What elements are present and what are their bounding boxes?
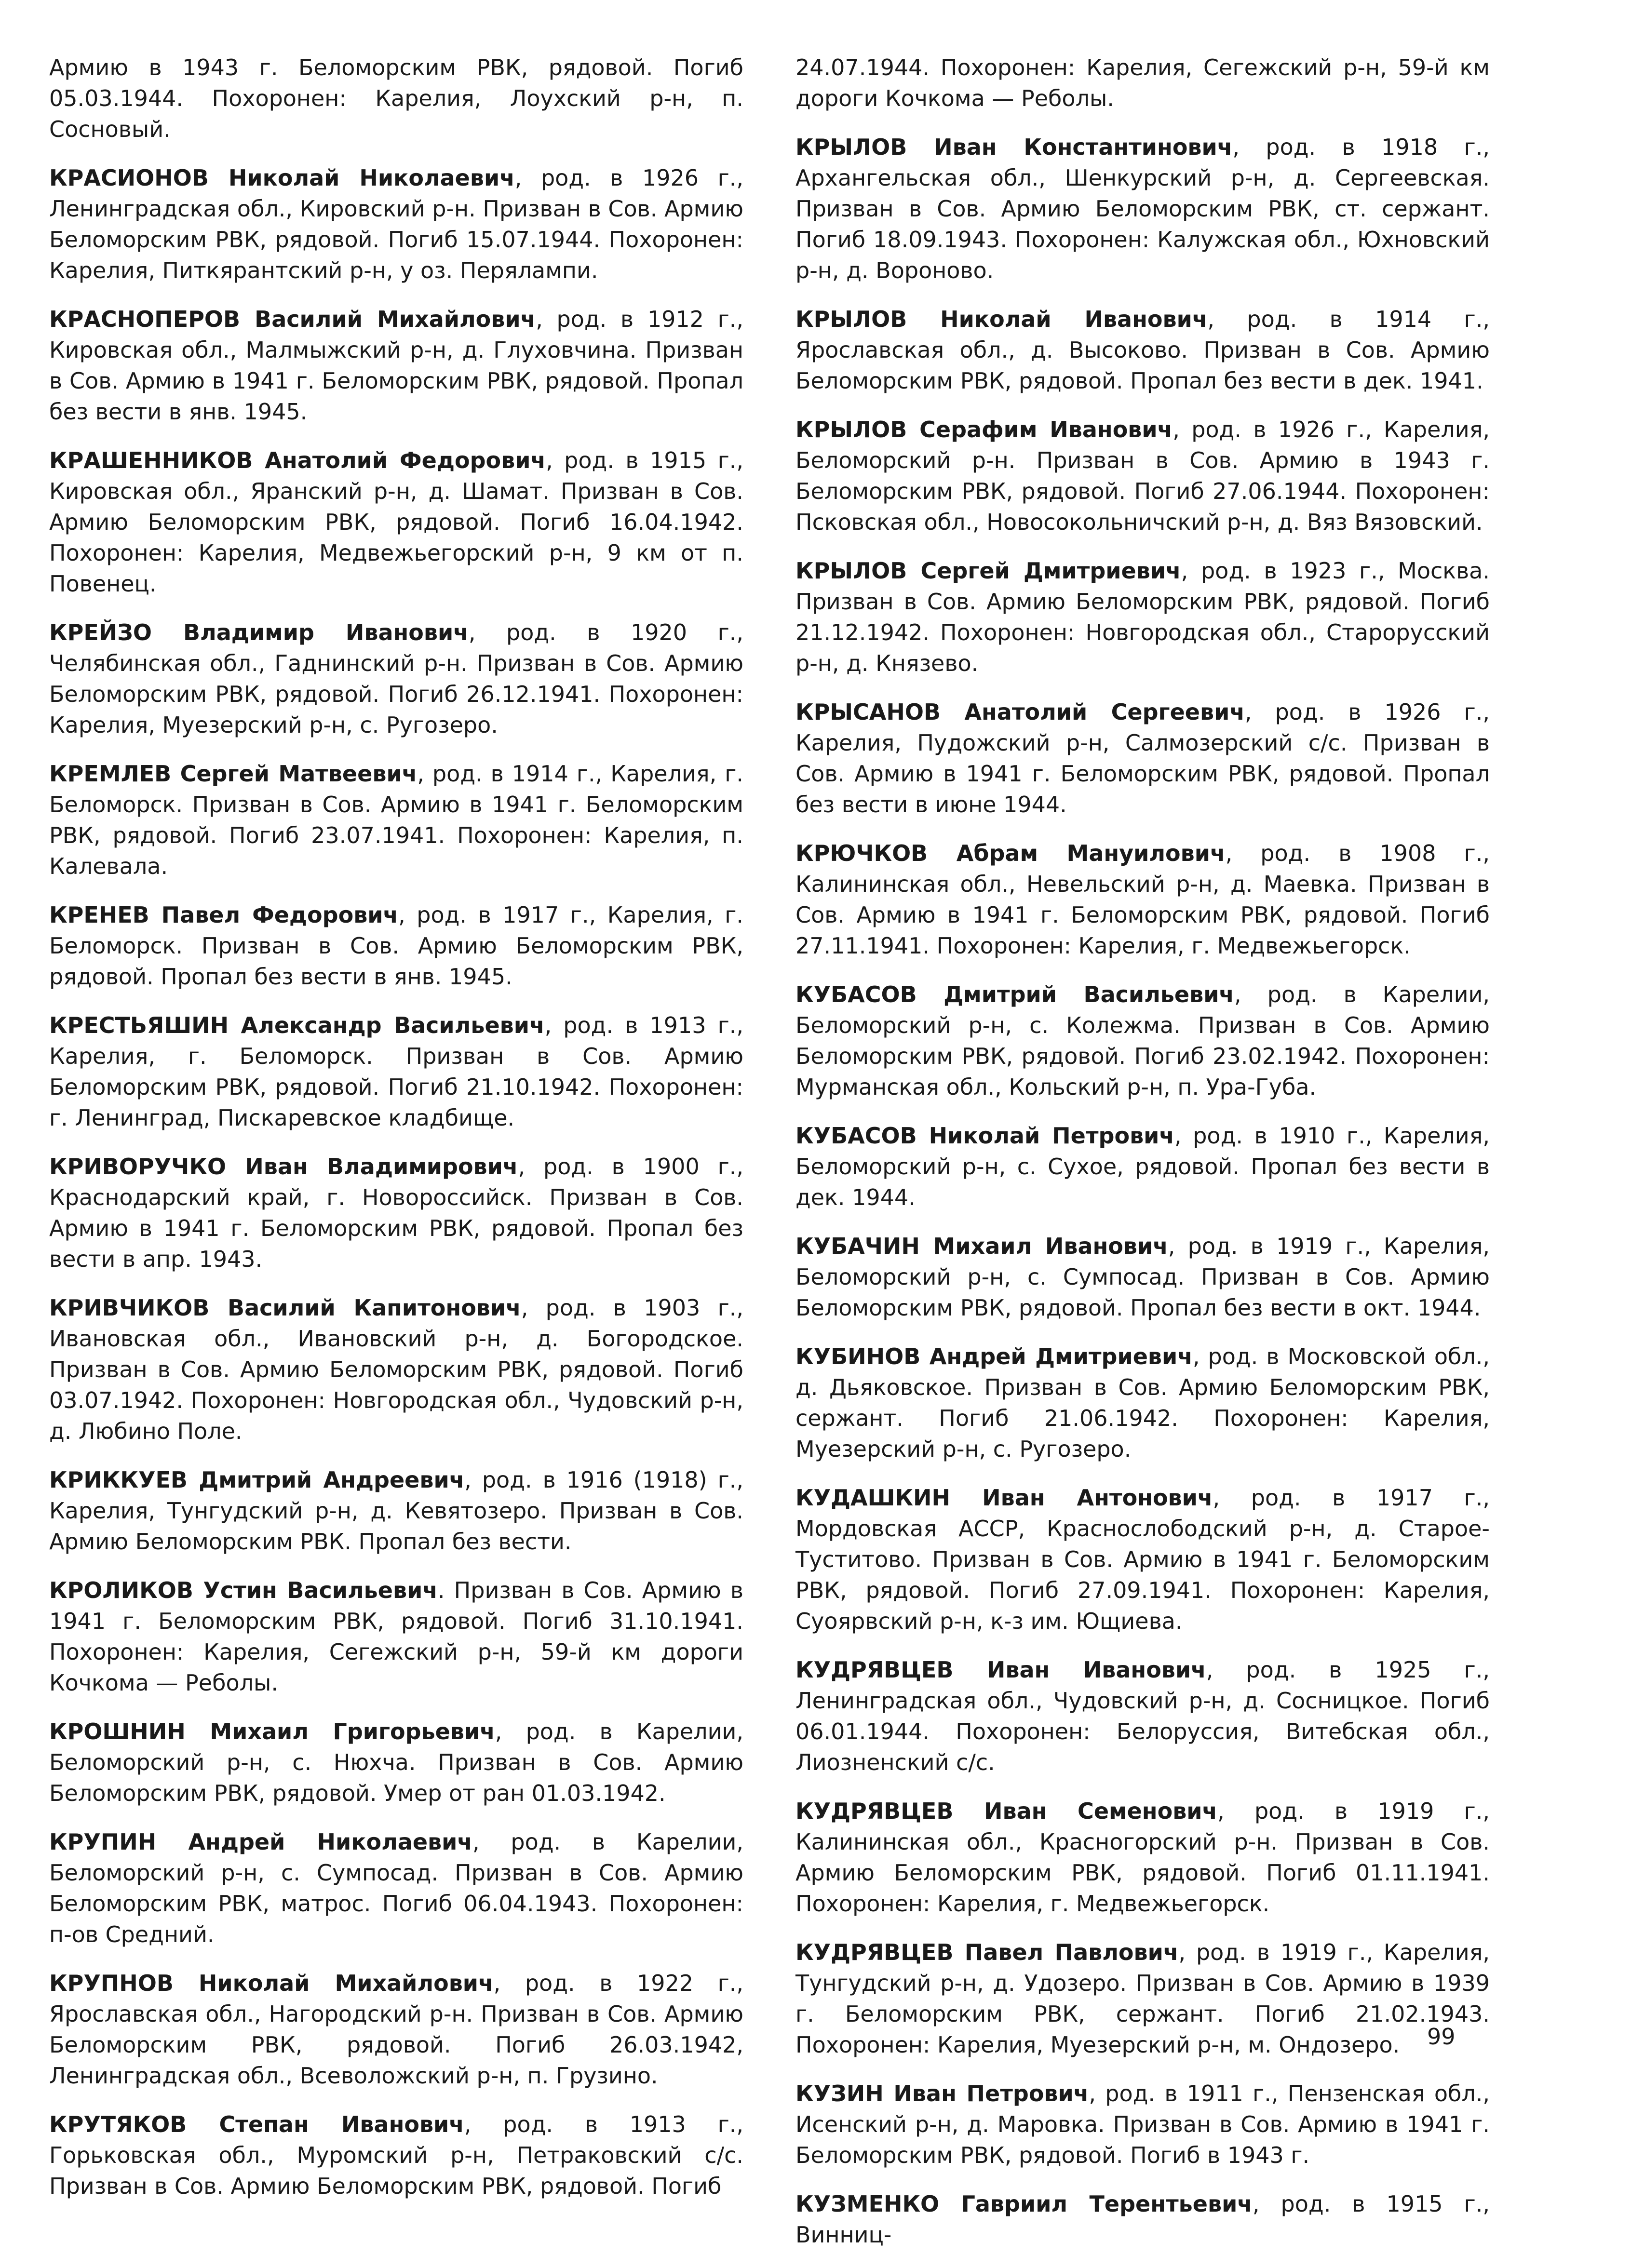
entry-name: КРЫЛОВ Иван Константинович: [795, 134, 1233, 160]
entry-name: КРАСНОПЕРОВ Василий Михайлович: [49, 306, 536, 332]
entry: [795, 414, 1490, 537]
entry: [49, 1826, 743, 1950]
entry: [49, 899, 743, 992]
entry: [49, 1010, 743, 1133]
entry-text: , род. в 1913 г., Горьковская обл., Муромский р-н, Петраковский с/с. Призван в Сов. Армию Беломорским РВК, рядовой. Погиб: [49, 2111, 743, 2199]
entry: [795, 979, 1490, 1102]
entry-name: КУДАШКИН Иван Антонович: [795, 1485, 1213, 1511]
left-column: [49, 52, 743, 2219]
entry: [49, 1716, 743, 1809]
entry-text: . Призван в Сов. Армию в 1941 г. Беломорским РВК, рядовой. Погиб 31.10.1941. Похоронен: Карелия, Сегежский р-н, 59-й км дороги Кочкома — Реболы.: [49, 1577, 743, 1696]
entry-name: КРОЛИКОВ Устин Васильевич: [49, 1577, 438, 1603]
entry: [49, 2109, 743, 2201]
entry-name: КУБАСОВ Дмитрий Васильевич: [795, 981, 1235, 1007]
entry-text: , род. в 1914 г., Ярославская обл., д. Высоково. Призван в Сов. Армию Беломорским РВК, рядовой. Пропал без вести в дек. 1941.: [795, 306, 1490, 394]
entry: [795, 1120, 1490, 1213]
entry-name: КРИВОРУЧКО Иван Владимирович: [49, 1154, 518, 1180]
entry-name: КРЮЧКОВ Абрам Мануилович: [795, 840, 1226, 866]
entry: [795, 1654, 1490, 1778]
entry: [795, 2078, 1490, 2171]
entry-name: КУБАСОВ Николай Петрович: [795, 1123, 1174, 1149]
entry: [49, 1292, 743, 1447]
entry-text: , род. в Карелии, Беломорский р-н, с. Колежма. Призван в Сов. Армию Беломорским РВК, рядовой. Погиб 23.02.1942. Похоронен: Мурманская обл., Кольский р-н, п. Ура-Губа.: [795, 981, 1490, 1100]
entry: [49, 1464, 743, 1557]
entry-name: КРЕЙЗО Владимир Иванович: [49, 619, 469, 645]
entry-text: 24.07.1944. Похоронен: Карелия, Сегежский р-н, 59-й км дороги Кочкома — Реболы.: [795, 54, 1490, 111]
entry: [795, 1231, 1490, 1323]
entry-name: КУДРЯВЦЕВ Иван Семенович: [795, 1798, 1218, 1824]
entry-text: , род. в 1923 г., Москва. Призван в Сов. Армию Беломорским РВК, рядовой. Погиб 21.12.1942. Похоронен: Новгородская обл., Старорусский р-н, д. Князево.: [795, 558, 1490, 676]
entry: [795, 697, 1490, 820]
entry-text: , род. в 1920 г., Челябинская обл., Гаднинский р-н. Призван в Сов. Армию Беломорским РВК, рядовой. Погиб 26.12.1941. Похоронен: Карелия, Муезерский р-н, с. Ругозеро.: [49, 619, 744, 738]
entry-name: КУЗМЕНКО Гавриил Терентьевич: [795, 2191, 1253, 2217]
entry-text: , род. в 1910 г., Карелия, Беломорский р-н, с. Сухое, рядовой. Пропал без вести в дек. 1944.: [795, 1123, 1490, 1210]
entry: [49, 445, 743, 599]
entry-text: , род. в 1917 г., Мордовская АССР, Краснослободский р-н, д. Старое-Туститово. Призван в Сов. Армию в 1941 г. Беломорским РВК, рядовой. Погиб 27.09.1941. Похоронен: Карелия, Суоярвский р-н, к-з им. Ющиева.: [795, 1485, 1490, 1634]
entry: [795, 555, 1490, 679]
entry: [795, 304, 1490, 396]
entry-text: , род. в 1914 г., Карелия, г. Беломорск. Призван в Сов. Армию в 1941 г. Беломорским РВК, рядовой. Погиб 23.07.1941. Похоронен: Карелия, п. Калевала.: [49, 761, 743, 879]
entry-name: КУБАЧИН Михаил Иванович: [795, 1233, 1168, 1259]
entry-text: Армию в 1943 г. Беломорским РВК, рядовой. Погиб 05.03.1944. Похоронен: Карелия, Лоухский р-н, п. Сосновый.: [49, 54, 743, 142]
entry: [795, 132, 1490, 286]
entry-text: , род. в 1917 г., Карелия, г. Беломорск. Призван в Сов. Армию Беломорским РВК, рядовой. Пропал без вести в янв. 1945.: [49, 902, 743, 990]
entry: [49, 1151, 743, 1275]
entry-name: КУБИНОВ Андрей Дмитриевич: [795, 1343, 1193, 1369]
entry: [49, 617, 743, 740]
entry-text: , род. в 1900 г., Краснодарский край, г. Новороссийск. Призван в Сов. Армию в 1941 г. Беломорским РВК, рядовой. Пропал без вести в апр. 1943.: [49, 1154, 744, 1272]
entry-name: КРЫЛОВ Серафим Иванович: [795, 416, 1173, 443]
entry-name: КРЫСАНОВ Анатолий Сергеевич: [795, 699, 1245, 725]
entry-text: , род. в 1916 (1918) г., Карелия, Тунгудский р-н, д. Кевятозеро. Призван в Сов. Армию Беломорским РВК. Пропал без вести.: [49, 1467, 743, 1555]
entry-text: , род. в 1925 г., Ленинградская обл., Чудовский р-н, д. Сосницкое. Погиб 06.01.1944. Похоронен: Белоруссия, Витебская обл., Лиозненский с/с.: [795, 1657, 1490, 1775]
entry: [49, 758, 743, 882]
entry: [795, 52, 1490, 114]
entry-name: КРЕНЕВ Павел Федорович: [49, 902, 399, 928]
entry-text: , род. в 1919 г., Карелия, Беломорский р-н, с. Сумпосад. Призван в Сов. Армию Беломорским РВК, рядовой. Пропал без вести в окт. 1944.: [795, 1233, 1490, 1321]
entry-name: КРЕСТЬЯШИН Александр Васильевич: [49, 1012, 545, 1038]
entry-text: , род. в 1915 г., Кировская обл., Яранский р-н, д. Шамат. Призван в Сов. Армию Беломорским РВК, рядовой. Погиб 16.04.1942. Похоронен: Карелия, Медвежьегорский р-н, 9 км от п. Повенец.: [49, 447, 743, 597]
entry-name: КРЫЛОВ Сергей Дмитриевич: [795, 558, 1181, 584]
entry-text: , род. в 1913 г., Карелия, г. Беломорск. Призван в Сов. Армию Беломорским РВК, рядовой. Погиб 21.10.1942. Похоронен: г. Ленинград, Пискаревское кладбище.: [49, 1012, 744, 1131]
entry-name: КРОШНИН Михаил Григорьевич: [49, 1718, 495, 1745]
entry: [49, 1575, 743, 1698]
entry: [795, 1796, 1490, 1919]
entry: [795, 1937, 1490, 2060]
entry: [49, 52, 743, 145]
entry-name: КУДРЯВЦЕВ Павел Павлович: [795, 1939, 1179, 1965]
entry-name: КРИВЧИКОВ Василий Капитонович: [49, 1295, 521, 1321]
entry-name: КУДРЯВЦЕВ Иван Иванович: [795, 1657, 1206, 1683]
page-number: 99: [1427, 2024, 1456, 2050]
entry-text: , род. в 1903 г., Ивановская обл., Ивановский р-н, д. Богородское. Призван в Сов. Армию Беломорским РВК, рядовой. Погиб 03.07.1942. Похоронен: Новгородская обл., Чудовский р-н, д. Любино Поле.: [49, 1295, 744, 1444]
entry: [49, 1968, 743, 2091]
entry-text: , род. в Карелии, Беломорский р-н, с. Нюхча. Призван в Сов. Армию Беломорским РВК, рядовой. Умер от ран 01.03.1942.: [49, 1718, 743, 1806]
entry-text: , род. в 1918 г., Архангельская обл., Шенкурский р-н, д. Сергеевская. Призван в Сов. Армию Беломорским РВК, ст. сержант. Погиб 18.09.1943. Похоронен: Калужская обл., Юхновский р-н, д. Вороново.: [795, 134, 1490, 283]
entry-text: , род. в 1926 г., Ленинградская обл., Кировский р-н. Призван в Сов. Армию Беломорским РВК, рядовой. Погиб 15.07.1944. Похоронен: Карелия, Питкярантский р-н, у оз. Перялампи.: [49, 165, 744, 283]
right-column: [795, 52, 1490, 2268]
entry: [795, 838, 1490, 961]
entry-name: КРИККУЕВ Дмитрий Андреевич: [49, 1467, 465, 1493]
entry-text: , род. в 1926 г., Карелия, Беломорский р-н. Призван в Сов. Армию в 1943 г. Беломорским РВК, рядовой. Погиб 27.06.1944. Похоронен: Псковская обл., Новосокольничский р-н, д. Вяз Вязовский.: [795, 416, 1490, 535]
entry-name: КРУПНОВ Николай Михайлович: [49, 1970, 494, 1996]
entry-text: , род. в 1908 г., Калининская обл., Невельский р-н, д. Маевка. Призван в Сов. Армию в 1941 г. Беломорским РВК, рядовой. Погиб 27.11.1941. Похоронен: Карелия, г. Медвежьегорск.: [795, 840, 1490, 959]
entry-text: , род. в Московской обл., д. Дьяковское. Призван в Сов. Армию Беломорским РВК, сержант. Погиб 21.06.1942. Похоронен: Карелия, Муезерский р-н, с. Ругозеро.: [795, 1343, 1490, 1462]
entry: [795, 1482, 1490, 1637]
entry-name: КРУПИН Андрей Николаевич: [49, 1829, 472, 1855]
entry-name: КУЗИН Иван Петрович: [795, 2080, 1089, 2107]
entry-name: КРАШЕННИКОВ Анатолий Федорович: [49, 447, 546, 473]
entry-text: , род. в 1926 г., Карелия, Пудожский р-н, Салмозерский с/с. Призван в Сов. Армию в 1941 г. Беломорским РВК, рядовой. Пропал без вести в июне 1944.: [795, 699, 1490, 818]
entry-name: КРЫЛОВ Николай Иванович: [795, 306, 1208, 332]
entry: [49, 162, 743, 286]
entry-text: , род. в 1919 г., Калининская обл., Красногорский р-н. Призван в Сов. Армию Беломорским РВК, рядовой. Погиб 01.11.1941. Похоронен: Карелия, г. Медвежьегорск.: [795, 1798, 1490, 1917]
entry: [795, 1341, 1490, 1464]
entry-text: , род. в 1919 г., Карелия, Тунгудский р-н, д. Удозеро. Призван в Сов. Армию в 1939 г. Беломорским РВК, сержант. Погиб 21.02.1943. Похоронен: Карелия, Муезерский р-н, м. Ондозеро.: [795, 1939, 1490, 2058]
entry-name: КРУТЯКОВ Степан Иванович: [49, 2111, 464, 2137]
entry-name: КРАСИОНОВ Николай Николаевич: [49, 165, 515, 191]
entry-text: , род. в 1915 г., Винниц-: [795, 2191, 1490, 2248]
entry-text: , род. в 1912 г., Кировская обл., Малмыжский р-н, д. Глуховчина. Призван в Сов. Армию в 1941 г. Беломорским РВК, рядовой. Пропал без вести в янв. 1945.: [49, 306, 744, 425]
entry-name: КРЕМЛЕВ Сергей Матвеевич: [49, 761, 418, 787]
entry-text: , род. в Карелии, Беломорский р-н, с. Сумпосад. Призван в Сов. Армию Беломорским РВК, матрос. Погиб 06.04.1943. Похоронен: п-ов Средний.: [49, 1829, 743, 1947]
entry: [795, 2188, 1490, 2250]
entry-text: , род. в 1911 г., Пензенская обл., Исенский р-н, д. Маровка. Призван в Сов. Армию в 1941 г. Беломорским РВК, рядовой. Погиб в 1943 г.: [795, 2080, 1490, 2168]
entry-text: , род. в 1922 г., Ярославская обл., Нагородский р-н. Призван в Сов. Армию Беломорским РВК, рядовой. Погиб 26.03.1942, Ленинградская обл., Всеволожский р-н, п. Грузино.: [49, 1970, 744, 2089]
entry: [49, 304, 743, 427]
